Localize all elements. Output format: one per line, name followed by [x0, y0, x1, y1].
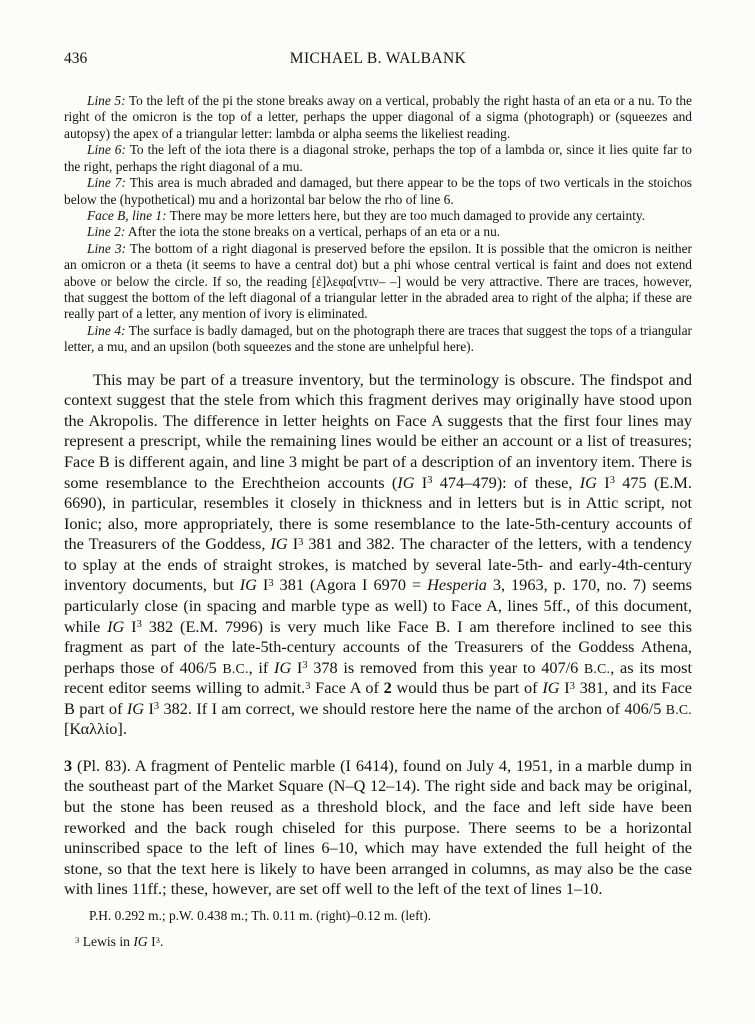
measurements-line: P.H. 0.292 m.; p.W. 0.438 m.; Th. 0.11 m. (right)–0.12 m. (left). — [89, 907, 432, 923]
running-head-author: MICHAEL B. WALBANK — [289, 50, 467, 67]
apparatus-note-faceB-line1: Face B, line 1: There may be more letters here, but they are too much damaged to provide any certainty. — [87, 207, 646, 223]
apparatus-note-line2: Line 2: After the iota the stone breaks on a vertical, perhaps of an eta or a nu. — [87, 224, 501, 240]
catalogue-entry-3 — [64, 756, 692, 900]
apparatus-notes-section — [64, 93, 692, 356]
entry-3-description: 3 (Pl. 83). A fragment of Pentelic marble (I 6414), found on July 4, 1951, in a marble dump in the southeast part of the Market Square (N–Q 12–14). The right side and back may be original, but the stone has been reused as a threshold block, and the face and left side have been reworked and the back rough chiseled for this purpose. There seems to be a horizontal uninscribed space to the left of lines 6–10, which may have extended the full height of the stone, so that the text here is likely to have been arranged in columns, as may also be the case with lines 11ff.; these, however, are set off well to the left of the text of lines 1–10. — [64, 755, 692, 899]
apparatus-note-line7: Line 7: This area is much abraded and damaged, but there appear to be the tops of two verticals in the stoichos below the (hypothetical) mu and a horizontal bar below the rho of line 6. — [64, 175, 693, 207]
footnote-3 — [64, 933, 692, 951]
running-header — [64, 50, 692, 70]
measurements-section — [64, 907, 692, 924]
discussion-section — [64, 370, 692, 740]
apparatus-note-line6: Line 6: To the left of the iota there is a diagonal stroke, perhaps the top of a lambda or, since it lies quite far to the right, perhaps the right diagonal of a mu. — [64, 142, 692, 174]
footnote-3-text: $^3$ Lewis in IG $I^3$. — [75, 934, 164, 950]
discussion-paragraph: This may be part of a treasure inventory, but the terminology is obscure. The findspot and context suggest that the stele from which this fragment derives may originally have stood upon the Akropolis. The difference in letter heights on Face A suggests that the first four lines may represent a prescript, while the remaining lines would be either an account or a list of treasures; Face B is different again, and line 3 might be part of a description of an inventory item. There is some resemblance to the Erechtheion accounts (IG $I^3$ 474–479): of these, IG $I^3$ 475 (E.M. 6690), in particular, resembles it closely in thickness and in letters but is in Attic script, not Ionic; also, more appropriately, there is some resemblance to the late-5th-century accounts of the Treasurers of the Goddess, IG $I^3$ 381 and 382. The character of the letters, with a tendency to splay at the ends of straight strokes, is matched by several late-5th- and early-4th-century inventory documents, but IG $I^3$ 381 (Agora I 6970 = Hesperia 3, 1963, p. 170, no. 7) seems particularly close (in spacing and marble type as well) to Face A, lines 5ff., of this document, while IG $I^3$ 382 (E.M. 7996) is very much like Face B. I am therefore inclined to see this fragment as part of the late-5th-century accounts of the Treasurers of the Goddess Athena, perhaps those of 406/5 B.C., if IG $I^3$ 378 is removed from this year to 407/6 B.C., as its most recent editor seems willing to admit.$^3$ Face A of 2 would thus be part of IG $I^3$ 381, and its Face B part of IG $I^3$ 382. If I am correct, we should restore here the name of the archon of 406/5 B.C. [Καλλίο]. — [64, 369, 693, 739]
apparatus-note-line3: Line 3: The bottom of a right diagonal is preserved before the epsilon. It is possible that the omicron is neither an omicron or a theta (it seems to have a central dot) but a phi whose central vertical is faint and does not extend above or below the circle. If so, the reading [ἐ]λεφα[ντιν– –] would be very attractive. There are traces, however, that suggest the bottom of the left diagonal of a triangular letter in the abraded area to right of the alpha; if these are really part of a letter, any mention of ivory is eliminated. — [64, 240, 692, 322]
page-number: 436 — [64, 50, 88, 67]
apparatus-note-line4: Line 4: The surface is badly damaged, but on the photograph there are traces that suggest the tops of a triangular letter, a mu, and an upsilon (both squeezes and the stone are unhelpful here). — [64, 322, 693, 355]
apparatus-note-line5: Line 5: To the left of the pi the stone breaks away on a vertical, probably the right hasta of an eta or a nu. To the right of the omicron is the top of a letter, perhaps the upper diagonal of a sigma (photograph) or (squeezes and autopsy) the apex of a triangular letter: lambda or alpha seems the likeliest reading. — [64, 93, 692, 141]
